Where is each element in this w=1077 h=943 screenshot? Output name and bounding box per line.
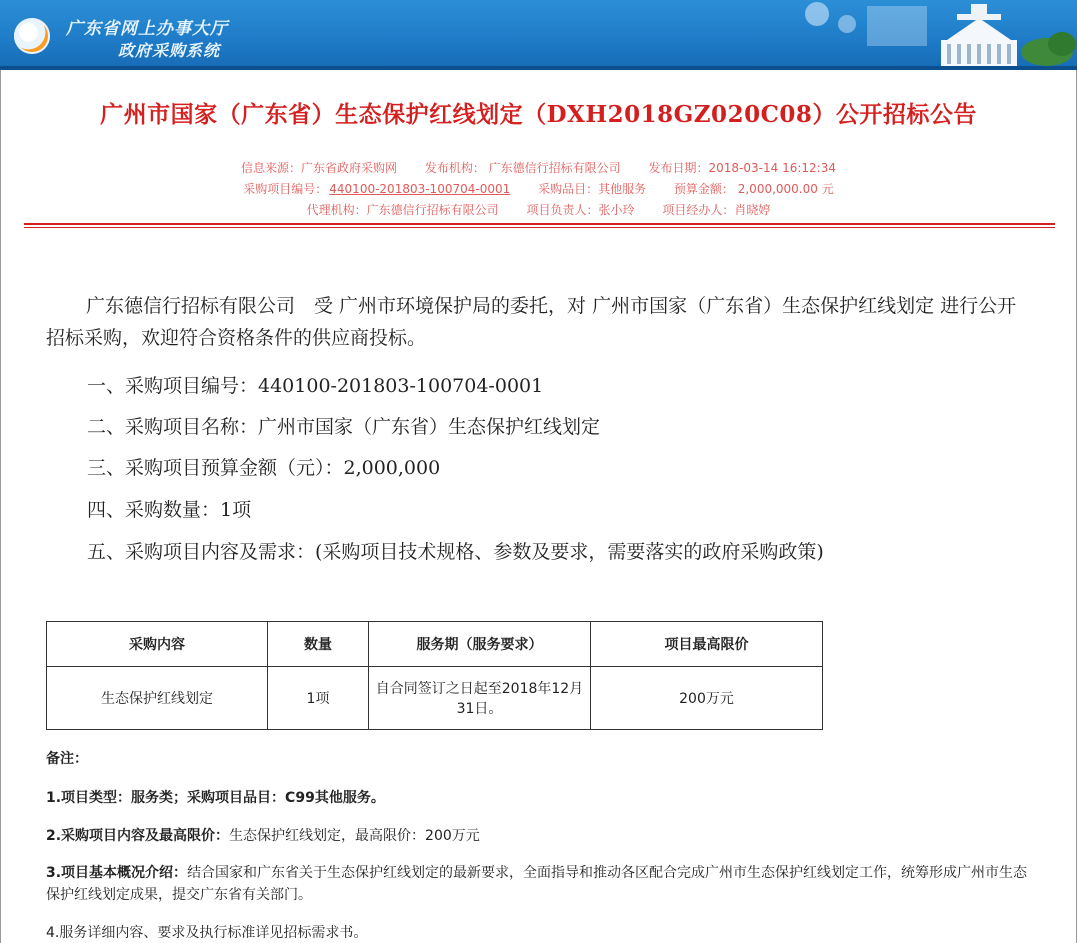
meta-line-2 bbox=[0, 180, 1077, 197]
table-cell: 1项 bbox=[268, 667, 369, 730]
project-no-label: 采购项目编号： bbox=[243, 182, 328, 196]
publish-date: 发布日期：2018-03-14 16:12:34 bbox=[648, 161, 836, 175]
procurement-category: 采购品目：其他服务 bbox=[538, 182, 647, 196]
table-header: 采购内容 bbox=[47, 622, 268, 667]
table-header: 项目最高限价 bbox=[591, 622, 823, 667]
publisher: 发布机构： 广东德信行招标有限公司 bbox=[424, 161, 621, 175]
site-logo-icon[interactable] bbox=[14, 18, 50, 54]
note-3-text: 结合国家和广东省关于生态保护红线划定的最新要求，全面指导和推动各区配合完成广州市生态保护红线划定工作，统筹形成广州市生态保护红线划定成果，提交广东省有关部门。 bbox=[46, 865, 1028, 903]
table-header-row bbox=[47, 622, 823, 667]
page-title: 广州市国家（广东省）生态保护红线划定（DXH2018GZ020C08）公开招标公告 bbox=[100, 101, 977, 128]
table-cell: 200万元 bbox=[591, 667, 823, 730]
table-cell: 生态保护红线划定 bbox=[47, 667, 268, 730]
item-quantity: 四、采购数量：1项 bbox=[87, 499, 252, 521]
project-manager: 项目负责人：张小玲 bbox=[526, 203, 635, 217]
title-divider bbox=[24, 223, 1055, 225]
intro-paragraph: 广东德信行招标有限公司 受 广州市环境保护局的委托，对 广州市国家（广东省）生态保护红线划定 进行公开招标采购，欢迎符合资格条件的供应商投标。 bbox=[46, 295, 1017, 349]
procurement-table bbox=[46, 621, 823, 730]
table-header: 数量 bbox=[268, 622, 369, 667]
item-project-name: 二、采购项目名称：广州市国家（广东省）生态保护红线划定 bbox=[87, 416, 601, 438]
notes-heading: 备注： bbox=[46, 751, 88, 767]
note-2-text: 生态保护红线划定，最高限价：200万元 bbox=[229, 828, 480, 844]
note-4: 4.服务详细内容、要求及执行标准详见招标需求书。 bbox=[46, 925, 368, 941]
title-divider-thin bbox=[24, 227, 1055, 228]
budget-amount: 预算金额： 2,000,000.00 元 bbox=[673, 182, 834, 196]
table-cell: 自合同签订之日起至2018年12月31日。 bbox=[369, 667, 591, 730]
note-2-label: 2.采购项目内容及最高限价： bbox=[46, 828, 230, 844]
note-3-label: 3.项目基本概况介绍： bbox=[46, 865, 188, 881]
site-header bbox=[0, 0, 1077, 70]
brand-subtitle: 政府采购系统 bbox=[118, 41, 221, 60]
table-header: 服务期（服务要求） bbox=[369, 622, 591, 667]
note-3 bbox=[46, 862, 1036, 906]
agency: 代理机构：广东德信行招标有限公司 bbox=[306, 203, 499, 217]
info-source: 信息来源：广东省政府采购网 bbox=[241, 161, 398, 175]
meta-line-3 bbox=[0, 201, 1077, 218]
item-budget: 三、采购项目预算金额（元）：2,000,000 bbox=[87, 457, 441, 479]
table-row bbox=[47, 667, 823, 730]
meta-line-1 bbox=[0, 159, 1077, 176]
item-requirements: 五、采购项目内容及需求：(采购项目技术规格、参数及要求，需要落实的政府采购政策) bbox=[87, 541, 824, 563]
note-1: 1.项目类型：服务类；采购项目品目：C99其他服务。 bbox=[46, 790, 385, 806]
brand-title: 广东省网上办事大厅 bbox=[66, 19, 228, 39]
project-handler: 项目经办人：肖晓婷 bbox=[662, 203, 771, 217]
government-building-icon bbox=[757, 0, 1077, 70]
note-2 bbox=[46, 825, 480, 845]
item-project-no: 一、采购项目编号：440100-201803-100704-0001 bbox=[87, 375, 544, 397]
project-no-link[interactable]: 440100-201803-100704-0001 bbox=[329, 182, 511, 196]
